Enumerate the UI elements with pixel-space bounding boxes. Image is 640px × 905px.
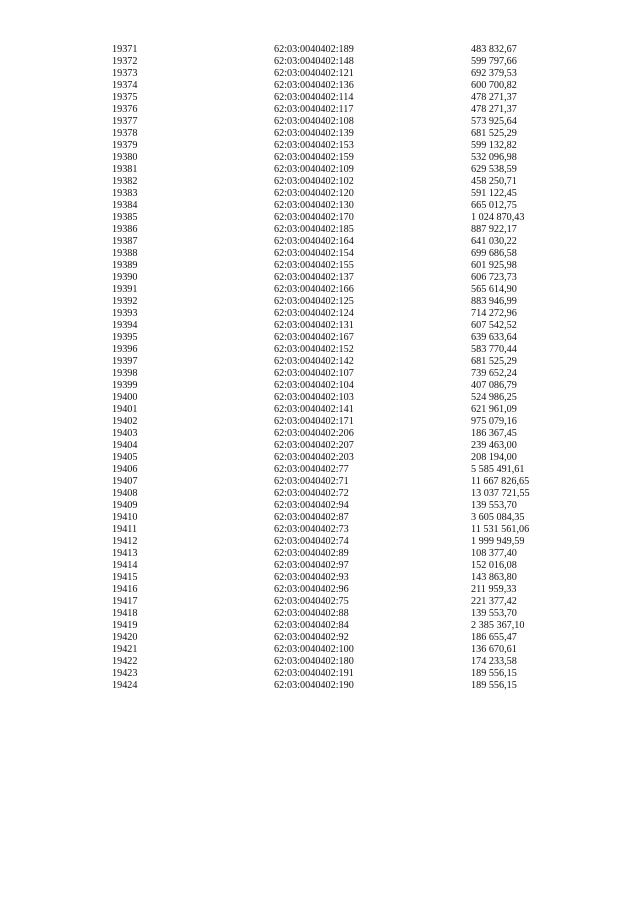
cadastral-value: 3 605 084,35 xyxy=(471,512,525,523)
table-row xyxy=(112,224,592,236)
table-row xyxy=(112,524,592,536)
cadastral-value: 2 385 367,10 xyxy=(471,620,525,631)
table-row xyxy=(112,620,592,632)
table-row xyxy=(112,560,592,572)
cadastral-number: 62:03:0040402:142 xyxy=(274,356,354,367)
row-number: 19412 xyxy=(112,536,138,547)
cadastral-number: 62:03:0040402:170 xyxy=(274,212,354,223)
row-number: 19371 xyxy=(112,44,138,55)
row-number: 19385 xyxy=(112,212,138,223)
table-row xyxy=(112,548,592,560)
row-number: 19388 xyxy=(112,248,138,259)
cadastral-value: 599 132,82 xyxy=(471,140,517,151)
table-row xyxy=(112,332,592,344)
cadastral-value: 606 723,73 xyxy=(471,272,517,283)
cadastral-number: 62:03:0040402:131 xyxy=(274,320,354,331)
row-number: 19421 xyxy=(112,644,138,655)
table-row xyxy=(112,368,592,380)
cadastral-value: 478 271,37 xyxy=(471,104,517,115)
table-row xyxy=(112,272,592,284)
table-row xyxy=(112,668,592,680)
row-number: 19393 xyxy=(112,308,138,319)
cadastral-value: 407 086,79 xyxy=(471,380,517,391)
cadastral-number: 62:03:0040402:139 xyxy=(274,128,354,139)
cadastral-value: 139 553,70 xyxy=(471,500,517,511)
cadastral-number: 62:03:0040402:89 xyxy=(274,548,349,559)
cadastral-value: 108 377,40 xyxy=(471,548,517,559)
row-number: 19401 xyxy=(112,404,138,415)
table-row xyxy=(112,56,592,68)
table-row xyxy=(112,284,592,296)
row-number: 19378 xyxy=(112,128,138,139)
cadastral-value: 714 272,96 xyxy=(471,308,517,319)
cadastral-number: 62:03:0040402:109 xyxy=(274,164,354,175)
cadastral-number: 62:03:0040402:164 xyxy=(274,236,354,247)
row-number: 19382 xyxy=(112,176,138,187)
row-number: 19423 xyxy=(112,668,138,679)
cadastral-value: 681 525,29 xyxy=(471,128,517,139)
cadastral-value: 601 925,98 xyxy=(471,260,517,271)
cadastral-value: 208 194,00 xyxy=(471,452,517,463)
cadastral-value: 189 556,15 xyxy=(471,680,517,691)
cadastral-number: 62:03:0040402:102 xyxy=(274,176,354,187)
row-number: 19417 xyxy=(112,596,138,607)
row-number: 19397 xyxy=(112,356,138,367)
cadastral-number: 62:03:0040402:152 xyxy=(274,344,354,355)
cadastral-number: 62:03:0040402:92 xyxy=(274,632,349,643)
cadastral-value: 186 367,45 xyxy=(471,428,517,439)
cadastral-value: 13 037 721,55 xyxy=(471,488,530,499)
row-number: 19375 xyxy=(112,92,138,103)
table-row xyxy=(112,380,592,392)
cadastral-value: 139 553,70 xyxy=(471,608,517,619)
cadastral-number: 62:03:0040402:130 xyxy=(274,200,354,211)
cadastral-number: 62:03:0040402:88 xyxy=(274,608,349,619)
table-row xyxy=(112,80,592,92)
table-row xyxy=(112,452,592,464)
cadastral-number: 62:03:0040402:94 xyxy=(274,500,349,511)
cadastral-value: 599 797,66 xyxy=(471,56,517,67)
cadastral-value: 478 271,37 xyxy=(471,92,517,103)
row-number: 19404 xyxy=(112,440,138,451)
cadastral-number: 62:03:0040402:114 xyxy=(274,92,354,103)
row-number: 19406 xyxy=(112,464,138,475)
row-number: 19387 xyxy=(112,236,138,247)
table-row xyxy=(112,440,592,452)
cadastral-value: 681 525,29 xyxy=(471,356,517,367)
row-number: 19400 xyxy=(112,392,138,403)
table-row xyxy=(112,476,592,488)
cadastral-value: 591 122,45 xyxy=(471,188,517,199)
cadastral-value: 483 832,67 xyxy=(471,44,517,55)
table-row xyxy=(112,176,592,188)
cadastral-value: 239 463,00 xyxy=(471,440,517,451)
cadastral-value: 221 377,42 xyxy=(471,596,517,607)
table-row xyxy=(112,404,592,416)
row-number: 19379 xyxy=(112,140,138,151)
row-number: 19398 xyxy=(112,368,138,379)
table-row xyxy=(112,344,592,356)
cadastral-number: 62:03:0040402:87 xyxy=(274,512,349,523)
table-row xyxy=(112,632,592,644)
row-number: 19372 xyxy=(112,56,138,67)
cadastral-value-table xyxy=(112,44,592,692)
table-row xyxy=(112,188,592,200)
table-row xyxy=(112,512,592,524)
table-row xyxy=(112,416,592,428)
cadastral-number: 62:03:0040402:180 xyxy=(274,656,354,667)
cadastral-number: 62:03:0040402:154 xyxy=(274,248,354,259)
cadastral-number: 62:03:0040402:185 xyxy=(274,224,354,235)
cadastral-value: 639 633,64 xyxy=(471,332,517,343)
table-row xyxy=(112,44,592,56)
row-number: 19422 xyxy=(112,656,138,667)
cadastral-number: 62:03:0040402:207 xyxy=(274,440,354,451)
row-number: 19419 xyxy=(112,620,138,631)
row-number: 19391 xyxy=(112,284,138,295)
row-number: 19374 xyxy=(112,80,138,91)
row-number: 19418 xyxy=(112,608,138,619)
cadastral-value: 136 670,61 xyxy=(471,644,517,655)
cadastral-number: 62:03:0040402:136 xyxy=(274,80,354,91)
cadastral-number: 62:03:0040402:148 xyxy=(274,56,354,67)
cadastral-value: 152 016,08 xyxy=(471,560,517,571)
table-row xyxy=(112,536,592,548)
cadastral-value: 975 079,16 xyxy=(471,416,517,427)
cadastral-number: 62:03:0040402:117 xyxy=(274,104,354,115)
cadastral-number: 62:03:0040402:103 xyxy=(274,392,354,403)
row-number: 19376 xyxy=(112,104,138,115)
cadastral-value: 186 655,47 xyxy=(471,632,517,643)
cadastral-value: 524 986,25 xyxy=(471,392,517,403)
row-number: 19413 xyxy=(112,548,138,559)
table-row xyxy=(112,428,592,440)
table-row xyxy=(112,608,592,620)
cadastral-number: 62:03:0040402:107 xyxy=(274,368,354,379)
cadastral-number: 62:03:0040402:100 xyxy=(274,644,354,655)
row-number: 19408 xyxy=(112,488,138,499)
cadastral-value: 887 922,17 xyxy=(471,224,517,235)
table-row xyxy=(112,152,592,164)
cadastral-number: 62:03:0040402:73 xyxy=(274,524,349,535)
table-row xyxy=(112,656,592,668)
table-row xyxy=(112,680,592,692)
table-row xyxy=(112,464,592,476)
cadastral-number: 62:03:0040402:84 xyxy=(274,620,349,631)
table-row xyxy=(112,104,592,116)
row-number: 19407 xyxy=(112,476,138,487)
cadastral-value: 739 652,24 xyxy=(471,368,517,379)
cadastral-value: 174 233,58 xyxy=(471,656,517,667)
row-number: 19384 xyxy=(112,200,138,211)
cadastral-value: 189 556,15 xyxy=(471,668,517,679)
cadastral-number: 62:03:0040402:159 xyxy=(274,152,354,163)
cadastral-value: 583 770,44 xyxy=(471,344,517,355)
table-row xyxy=(112,140,592,152)
cadastral-number: 62:03:0040402:124 xyxy=(274,308,354,319)
row-number: 19402 xyxy=(112,416,138,427)
cadastral-number: 62:03:0040402:72 xyxy=(274,488,349,499)
cadastral-value: 1 024 870,43 xyxy=(471,212,525,223)
cadastral-value: 692 379,53 xyxy=(471,68,517,79)
table-row xyxy=(112,248,592,260)
cadastral-number: 62:03:0040402:190 xyxy=(274,680,354,691)
cadastral-value: 621 961,09 xyxy=(471,404,517,415)
table-row xyxy=(112,92,592,104)
row-number: 19390 xyxy=(112,272,138,283)
table-row xyxy=(112,128,592,140)
cadastral-number: 62:03:0040402:167 xyxy=(274,332,354,343)
cadastral-number: 62:03:0040402:191 xyxy=(274,668,354,679)
row-number: 19414 xyxy=(112,560,138,571)
table-row xyxy=(112,356,592,368)
cadastral-number: 62:03:0040402:120 xyxy=(274,188,354,199)
cadastral-number: 62:03:0040402:137 xyxy=(274,272,354,283)
cadastral-value: 211 959,33 xyxy=(471,584,517,595)
table-row xyxy=(112,68,592,80)
cadastral-number: 62:03:0040402:206 xyxy=(274,428,354,439)
row-number: 19399 xyxy=(112,380,138,391)
table-row xyxy=(112,488,592,500)
cadastral-value: 629 538,59 xyxy=(471,164,517,175)
cadastral-value: 5 585 491,61 xyxy=(471,464,525,475)
table-row xyxy=(112,584,592,596)
cadastral-number: 62:03:0040402:121 xyxy=(274,68,354,79)
cadastral-value: 600 700,82 xyxy=(471,80,517,91)
row-number: 19409 xyxy=(112,500,138,511)
row-number: 19383 xyxy=(112,188,138,199)
cadastral-number: 62:03:0040402:75 xyxy=(274,596,349,607)
cadastral-number: 62:03:0040402:104 xyxy=(274,380,354,391)
row-number: 19416 xyxy=(112,584,138,595)
row-number: 19392 xyxy=(112,296,138,307)
cadastral-value: 143 863,80 xyxy=(471,572,517,583)
cadastral-number: 62:03:0040402:125 xyxy=(274,296,354,307)
cadastral-value: 665 012,75 xyxy=(471,200,517,211)
cadastral-number: 62:03:0040402:141 xyxy=(274,404,354,415)
row-number: 19420 xyxy=(112,632,138,643)
row-number: 19395 xyxy=(112,332,138,343)
table-row xyxy=(112,296,592,308)
table-row xyxy=(112,236,592,248)
row-number: 19410 xyxy=(112,512,138,523)
row-number: 19424 xyxy=(112,680,138,691)
cadastral-number: 62:03:0040402:203 xyxy=(274,452,354,463)
cadastral-value: 883 946,99 xyxy=(471,296,517,307)
cadastral-value: 699 686,58 xyxy=(471,248,517,259)
cadastral-value: 11 531 561,06 xyxy=(471,524,530,535)
table-row xyxy=(112,596,592,608)
table-row xyxy=(112,644,592,656)
row-number: 19396 xyxy=(112,344,138,355)
cadastral-number: 62:03:0040402:155 xyxy=(274,260,354,271)
row-number: 19377 xyxy=(112,116,138,127)
table-row xyxy=(112,200,592,212)
table-row xyxy=(112,572,592,584)
table-row xyxy=(112,500,592,512)
row-number: 19380 xyxy=(112,152,138,163)
row-number: 19411 xyxy=(112,524,138,535)
cadastral-value: 1 999 949,59 xyxy=(471,536,525,547)
row-number: 19405 xyxy=(112,452,138,463)
table-row xyxy=(112,260,592,272)
row-number: 19403 xyxy=(112,428,138,439)
table-row xyxy=(112,116,592,128)
cadastral-number: 62:03:0040402:189 xyxy=(274,44,354,55)
table-row xyxy=(112,308,592,320)
cadastral-number: 62:03:0040402:97 xyxy=(274,560,349,571)
cadastral-value: 573 925,64 xyxy=(471,116,517,127)
cadastral-number: 62:03:0040402:166 xyxy=(274,284,354,295)
cadastral-number: 62:03:0040402:74 xyxy=(274,536,349,547)
table-row xyxy=(112,164,592,176)
cadastral-number: 62:03:0040402:153 xyxy=(274,140,354,151)
table-row xyxy=(112,212,592,224)
cadastral-value: 532 096,98 xyxy=(471,152,517,163)
row-number: 19386 xyxy=(112,224,138,235)
cadastral-value: 565 614,90 xyxy=(471,284,517,295)
cadastral-number: 62:03:0040402:171 xyxy=(274,416,354,427)
row-number: 19373 xyxy=(112,68,138,79)
cadastral-value: 11 667 826,65 xyxy=(471,476,530,487)
row-number: 19415 xyxy=(112,572,138,583)
row-number: 19389 xyxy=(112,260,138,271)
cadastral-value: 458 250,71 xyxy=(471,176,517,187)
cadastral-number: 62:03:0040402:108 xyxy=(274,116,354,127)
table-row xyxy=(112,320,592,332)
cadastral-number: 62:03:0040402:77 xyxy=(274,464,349,475)
row-number: 19381 xyxy=(112,164,138,175)
row-number: 19394 xyxy=(112,320,138,331)
cadastral-value: 641 030,22 xyxy=(471,236,517,247)
cadastral-value: 607 542,52 xyxy=(471,320,517,331)
cadastral-number: 62:03:0040402:96 xyxy=(274,584,349,595)
cadastral-number: 62:03:0040402:93 xyxy=(274,572,349,583)
table-row xyxy=(112,392,592,404)
cadastral-number: 62:03:0040402:71 xyxy=(274,476,349,487)
